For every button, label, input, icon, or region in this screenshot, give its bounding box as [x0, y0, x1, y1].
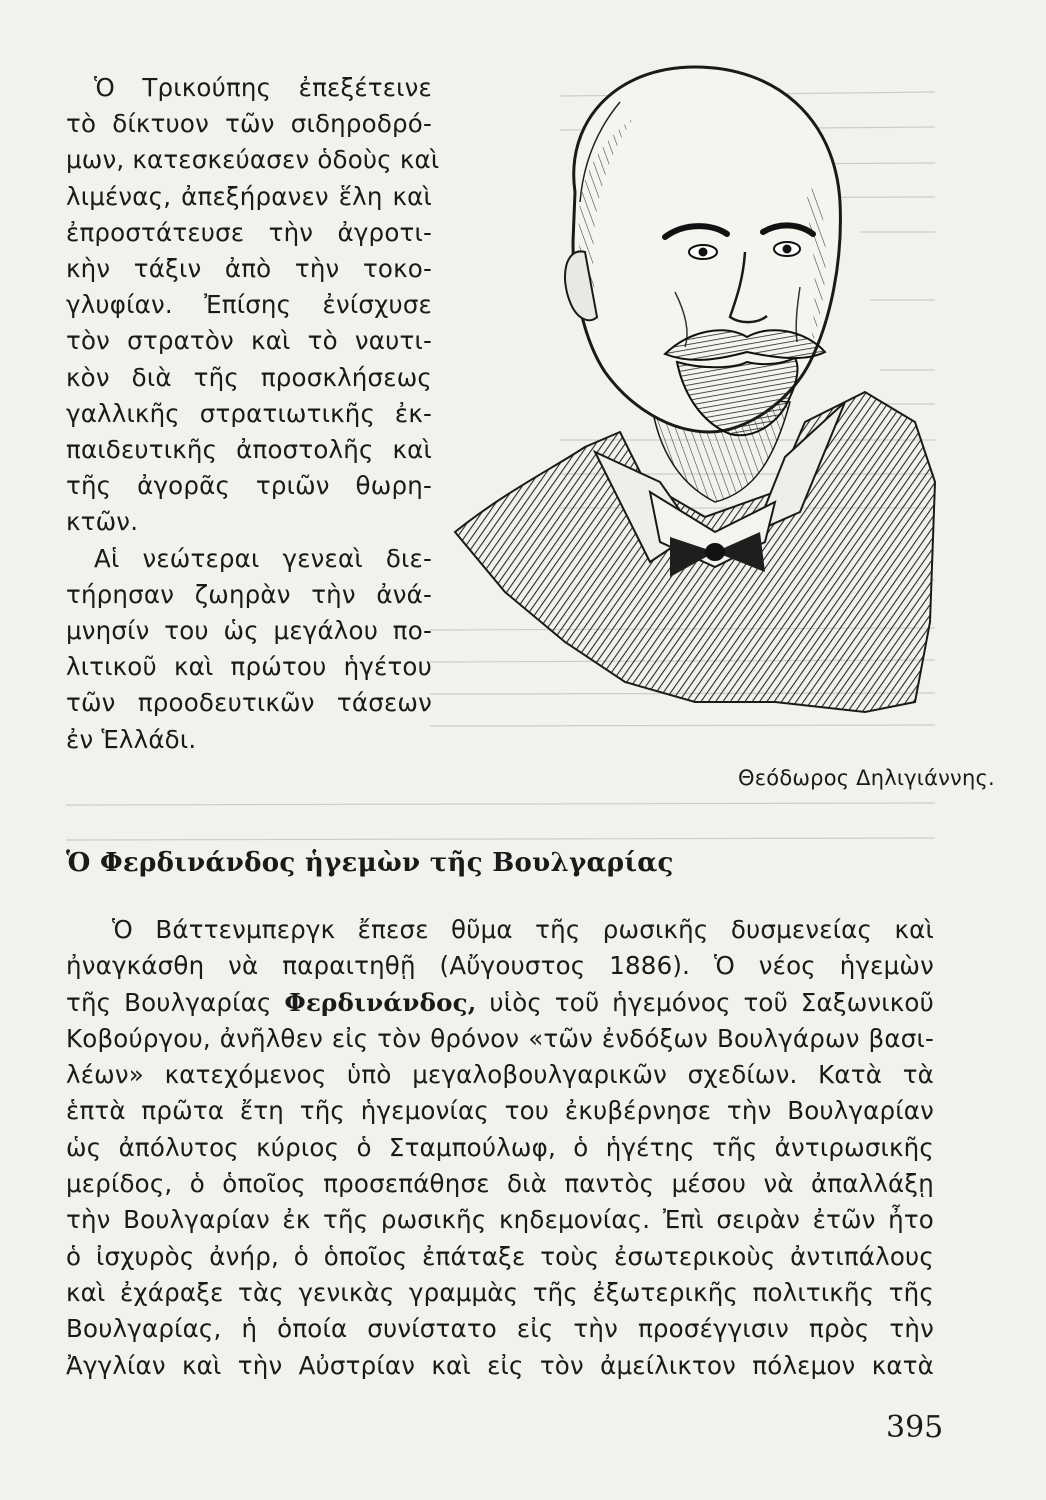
text-line: τὸ δίκτυον τῶν σιδηροδρό-: [66, 109, 432, 139]
portrait-caption: Θεόδωρος Δηλιγιάννης.: [738, 766, 995, 790]
text-line: ἐν Ἑλλάδι.: [66, 724, 197, 754]
text-line: κὴν τάξιν ἀπὸ τὴν τοκο-: [66, 254, 432, 284]
text-line: τὴν Βουλγαρίαν ἐκ τῆς ρωσικῆς κηδεμονίας. Ἐπὶ σειρὰν ἐτῶν ἦτο: [66, 1205, 934, 1235]
text-line: γλυφίαν. Ἐπίσης ἐνίσχυσε: [66, 290, 432, 320]
text-line: Ὁ Τρικούπης ἐπεξέτεινε: [94, 73, 432, 102]
text-segment: τῆς Βουλγαρίας: [66, 987, 285, 1017]
text-line: Ὁ Βάττενμπεργκ ἔπεσε θῦμα τῆς ρωσικῆς δυσμενείας καὶ: [112, 915, 934, 944]
text-line: ἠναγκάσθη νὰ παραιτηθῇ (Αὔγουστος 1886). Ὁ νέος ἡγεμὼν: [66, 951, 934, 981]
text-line: μερίδος, ὁ ὁποῖος προσεπάθησε διὰ παντὸς μέσου νὰ ἀπαλλάξῃ: [66, 1169, 934, 1199]
text-line: λιτικοῦ καὶ πρώτου ἡγέτου: [66, 652, 432, 682]
text-line: Αἱ νεώτεραι γενεαὶ διε-: [94, 543, 432, 573]
text-line: τῶν προοδευτικῶν τάσεων: [66, 688, 432, 718]
text-line: λιμένας, ἀπεξήρανεν ἕλη καὶ: [66, 181, 432, 211]
text-line: παιδευτικῆς ἀποστολῆς καὶ: [66, 435, 432, 465]
text-line: γαλλικῆς στρατιωτικῆς ἐκ-: [66, 398, 432, 428]
text-line: κὸν διὰ τῆς προσκλήσεως: [66, 362, 432, 392]
text-line: ὡς ἀπόλυτος κύριος ὁ Σταμπούλωφ, ὁ ἡγέτης τῆς ἀντιρωσικῆς: [66, 1132, 934, 1162]
text-segment: υἱὸς τοῦ ἡγεμόνος τοῦ Σαξωνικοῦ: [476, 987, 934, 1017]
text-line: [66, 985, 934, 1021]
text-line: ἑπτὰ πρῶτα ἔτη τῆς ἡγεμονίας του ἐκυβέρνησε τὴν Βουλγαρίαν: [66, 1096, 934, 1126]
text-line: κτῶν.: [66, 507, 139, 537]
text-line: καὶ ἐχάραξε τὰς γενικὰς γραμμὰς τῆς ἐξωτερικῆς πολιτικῆς τῆς: [66, 1277, 934, 1307]
text-line: ὁ ἰσχυρὸς ἀνήρ, ὁ ὁποῖος ἐπάταξε τοὺς ἐσωτερικοὺς ἀντιπάλους: [66, 1241, 934, 1271]
section-heading: Ὁ Φερδινάνδος ἡγεμὼν τῆς Βουλγαρίας: [66, 848, 674, 878]
text-line: τήρησαν ζωηρὰν τὴν ἀνά-: [66, 579, 432, 609]
section-body: [66, 912, 934, 1384]
text-line: Βουλγαρίας, ἡ ὁποία συνίστατο εἰς τὴν προσέγγισιν πρὸς τὴν: [66, 1314, 934, 1344]
text-line: ἐπροστάτευσε τὴν ἀγροτι-: [66, 217, 432, 247]
text-line: Ἀγγλίαν καὶ τὴν Αὐστρίαν καὶ εἰς τὸν ἀμείλικτον πόλεμον κατὰ: [66, 1350, 934, 1380]
text-line: τὸν στρατὸν καὶ τὸ ναυτι-: [66, 326, 432, 356]
text-line: τῆς ἀγορᾶς τριῶν θωρη-: [66, 471, 432, 501]
text-line: Κοβούργου, ἀνῆλθεν εἰς τὸν θρόνον «τῶν ἐνδόξων Βουλγάρων βασι-: [66, 1023, 934, 1053]
text-line: μνησίν του ὡς μεγάλου πο-: [66, 616, 432, 646]
portrait-engraving-icon: [445, 62, 945, 762]
bold-name: Φερδινάνδος,: [284, 987, 477, 1017]
text-line: λέων» κατεχόμενος ὑπὸ μεγαλοβουλγαρικῶν σχεδίων. Κατὰ τὰ: [66, 1060, 934, 1090]
text-line: μων, κατεσκεύασεν ὁδοὺς καὶ: [66, 145, 440, 175]
left-column-text: [66, 70, 440, 758]
page-number: 395: [886, 1410, 944, 1445]
